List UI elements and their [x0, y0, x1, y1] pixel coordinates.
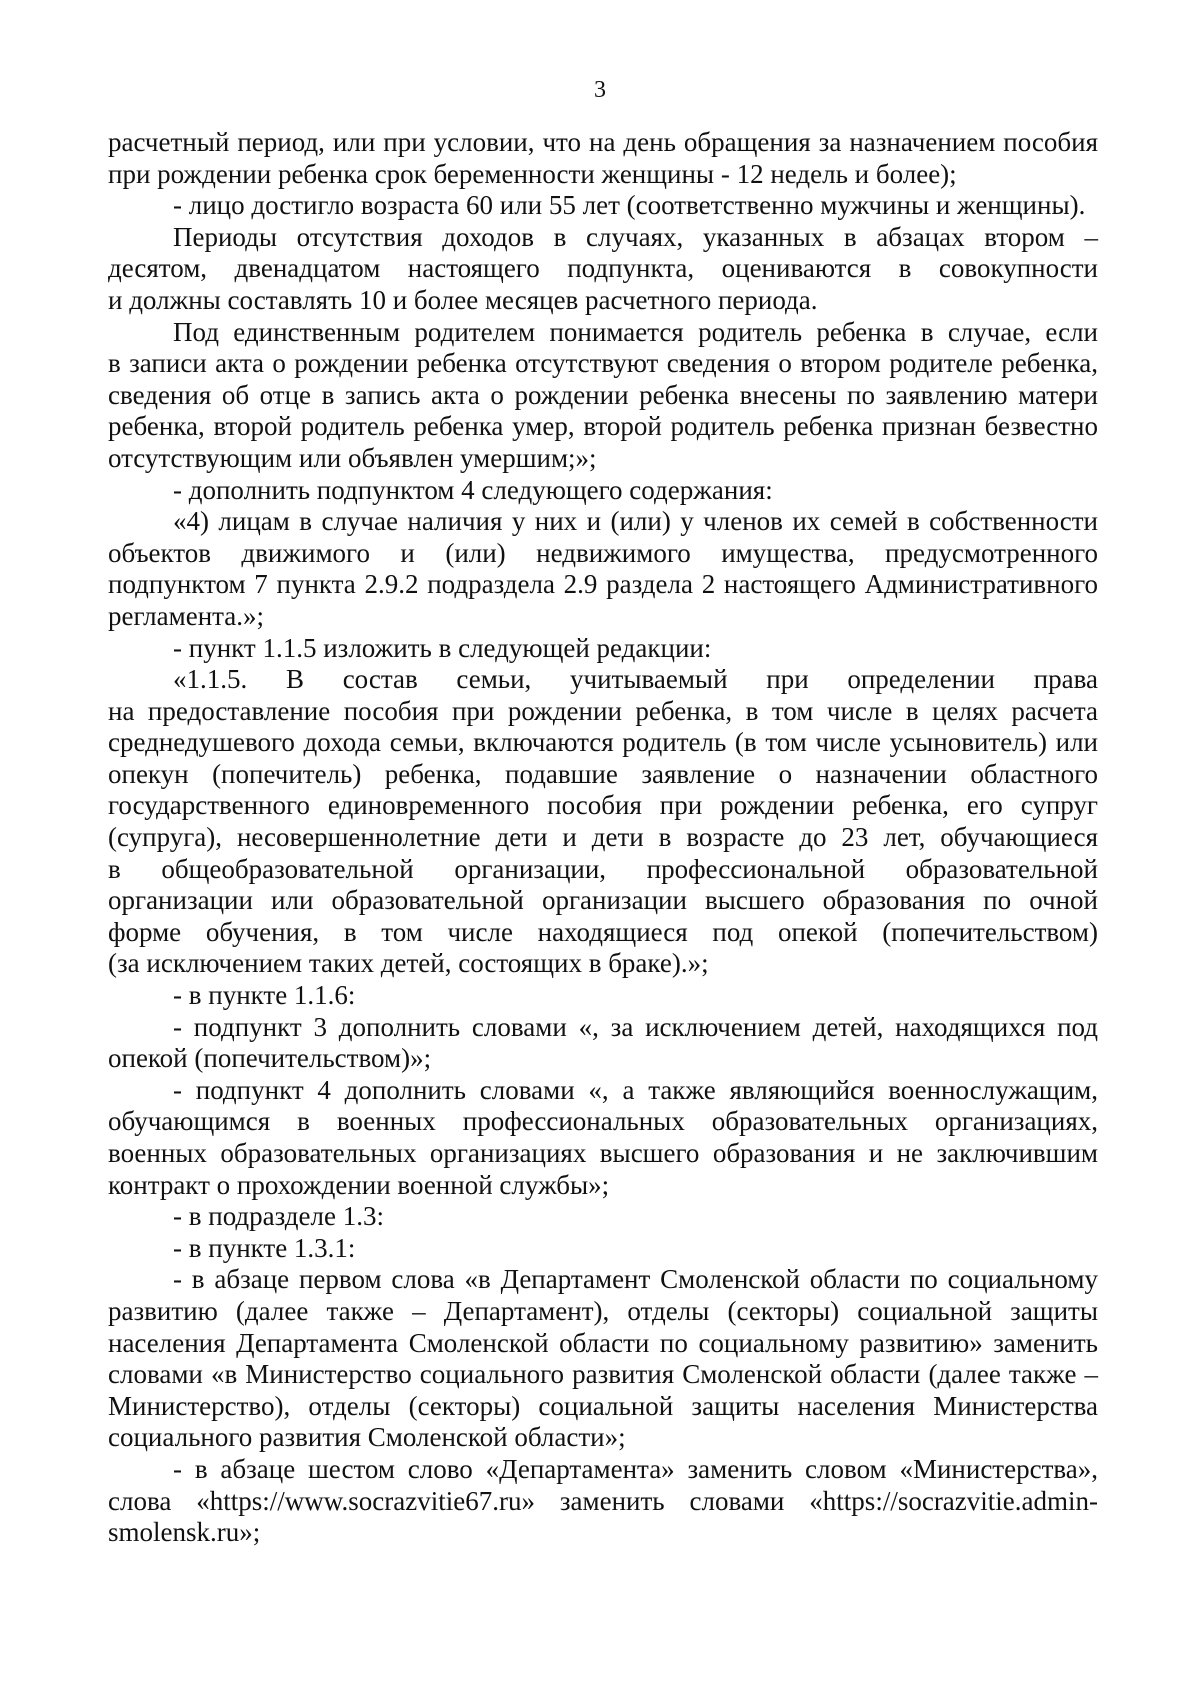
text-line: - пункт 1.1.5 изложить в следующей редакции: — [173, 632, 712, 663]
text-line: smolensk.ru»; — [108, 1517, 261, 1548]
text-line: в записи акта о рождении ребенка отсутствуют сведения о втором родителе ребенка, — [108, 348, 1098, 379]
text-line: - подпункт 3 дополнить словами «, за исключением детей, находящихся под — [173, 1011, 1098, 1042]
text-line: Под единственным родителем понимается родитель ребенка в случае, если — [173, 316, 1098, 347]
text-line: расчетный период, или при условии, что на день обращения за назначением пособия — [108, 127, 1098, 157]
text-line: десятом, двенадцатом настоящего подпункта, оцениваются в совокупности — [108, 253, 1098, 284]
text-line: населения Департамента Смоленской области по социальному развитию» заменить — [108, 1327, 1098, 1358]
text-line: государственного единовременного пособия при рождении ребенка, его супруг — [108, 790, 1098, 821]
text-line: развитию (далее также – Департамент), отделы (секторы) социальной защиты — [108, 1295, 1098, 1326]
text-line: Периоды отсутствия доходов в случаях, указанных в абзацах втором – — [173, 221, 1098, 252]
text-line: обучающимся в военных профессиональных образовательных организациях, — [108, 1106, 1098, 1137]
text-line: (супруга), несовершеннолетние дети и дети в возрасте до 23 лет, обучающиеся — [108, 822, 1098, 853]
text-line: на предоставление пособия при рождении ребенка, в том числе в целях расчета — [108, 695, 1098, 726]
text-line: ребенка, второй родитель ребенка умер, второй родитель ребенка признан безвестно — [108, 411, 1098, 442]
text-line: в общеобразовательной организации, профессиональной образовательной — [108, 853, 1098, 884]
text-line: (за исключением таких детей, состоящих в браке).»; — [108, 948, 709, 979]
text-line: контракт о прохождении военной службы»; — [108, 1169, 610, 1200]
text-line: среднедушевого дохода семьи, включаются родитель (в том числе усыновитель) или — [108, 727, 1098, 758]
text-line: «1.1.5. В состав семьи, учитываемый при определении права — [173, 664, 1098, 695]
text-line: - в абзаце первом слова «в Департамент Смоленской области по социальному — [173, 1264, 1098, 1295]
text-line: регламента.»; — [108, 600, 265, 631]
text-line: опекун (попечитель) ребенка, подавшие заявление о назначении областного — [108, 758, 1098, 789]
text-line: военных образовательных организациях высшего образования и не заключившим — [108, 1138, 1098, 1168]
text-line: сведения об отце в запись акта о рождении ребенка внесены по заявлению матери — [108, 379, 1098, 410]
text-line: - дополнить подпунктом 4 следующего содержания: — [173, 474, 773, 505]
text-line: - лицо достигло возраста 60 или 55 лет (соответственно мужчины и женщины). — [173, 190, 1086, 221]
page-number: 3 — [594, 77, 606, 103]
text-line: - в подразделе 1.3: — [173, 1201, 384, 1232]
text-line: при рождении ребенка срок беременности женщины - 12 недель и более); — [108, 158, 957, 189]
text-line: социального развития Смоленской области»; — [108, 1422, 626, 1453]
document-body — [108, 127, 1098, 1549]
text-line: опекой (попечительством)»; — [108, 1043, 432, 1074]
text-line: - в пункте 1.3.1: — [173, 1232, 356, 1263]
text-line: и должны составлять 10 и более месяцев расчетного периода. — [108, 284, 818, 315]
text-line: - в абзаце шестом слово «Департамента» заменить словом «Министерства», — [173, 1453, 1098, 1484]
text-line: форме обучения, в том числе находящиеся под опекой (попечительством) — [108, 916, 1098, 947]
text-line: - в пункте 1.1.6: — [173, 980, 356, 1011]
text-line: объектов движимого и (или) недвижимого имущества, предусмотренного — [108, 537, 1098, 568]
text-line: слова «https://www.socrazvitie67.ru» заменить словами «https://socrazvitie.admin- — [108, 1485, 1098, 1516]
text-line: Министерство), отделы (секторы) социальной защиты населения Министерства — [108, 1390, 1098, 1421]
text-line: - подпункт 4 дополнить словами «, а также являющийся военнослужащим, — [173, 1074, 1098, 1105]
text-line: словами «в Министерство социального развития Смоленской области (далее также – — [108, 1359, 1098, 1390]
text-line: «4) лицам в случае наличия у них и (или) у членов их семей в собственности — [173, 506, 1098, 537]
text-line: подпунктом 7 пункта 2.9.2 подраздела 2.9 раздела 2 настоящего Административного — [108, 569, 1098, 600]
text-line: отсутствующим или объявлен умершим;»; — [108, 442, 597, 473]
text-line: организации или образовательной организации высшего образования по очной — [108, 885, 1098, 916]
